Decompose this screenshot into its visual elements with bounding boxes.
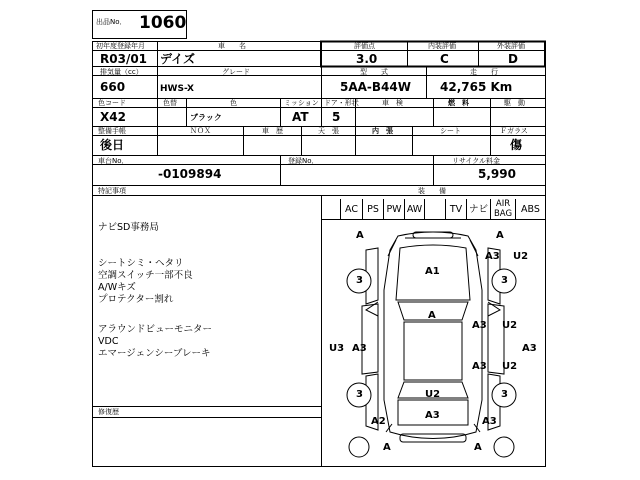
mark-fr-fender-a: A3 xyxy=(485,251,500,262)
fuel-label: 燃 料 xyxy=(448,99,469,107)
doors-label: ドア・形状 xyxy=(324,99,359,107)
equip-airbag: AIR BAG xyxy=(493,199,513,219)
shade-label: 色替 xyxy=(163,99,177,107)
manual-label: 整備手帳 xyxy=(98,127,126,135)
mark-trunk: U2 xyxy=(425,389,441,400)
doors-value: 5 xyxy=(332,110,341,124)
equip-aw: AW xyxy=(406,204,423,215)
mark-fr-fender-u: U2 xyxy=(513,251,529,262)
note-line-5: プロテクター割れ xyxy=(98,294,174,305)
mark-wheel-rr: 3 xyxy=(501,389,508,400)
name-label: 車 名 xyxy=(218,42,246,50)
grade-label: グレード xyxy=(222,68,250,76)
mark-rf-door-u: U2 xyxy=(502,320,518,331)
repair-label: 修復歴 xyxy=(98,408,119,416)
interior-value: C xyxy=(440,52,449,66)
spare-right xyxy=(494,437,514,457)
equip-ac: AC xyxy=(345,204,358,215)
mark-right-a: A3 xyxy=(522,343,537,354)
model-value: 5AA-B44W xyxy=(340,80,411,94)
note-line-6: アラウンドビューモニター xyxy=(98,324,213,335)
mark-roof: A xyxy=(428,310,436,321)
mark-left-u: U3 xyxy=(329,343,345,354)
spare-left xyxy=(349,437,369,457)
color-code-label: 色コード xyxy=(98,99,126,107)
mark-hood: A1 xyxy=(425,266,440,277)
category-label: 車 検 xyxy=(382,99,403,107)
color-code-value: X42 xyxy=(100,110,126,124)
score-label: 評価点 xyxy=(354,42,375,50)
exterior-label: 外装評価 xyxy=(497,42,525,50)
mission-label: ミッション xyxy=(284,99,319,107)
name-value: デイズ xyxy=(160,52,196,66)
drive-label: 駆 動 xyxy=(504,99,525,107)
reg-label: 初年度登録年月 xyxy=(96,42,145,50)
mission-value: AT xyxy=(292,110,309,124)
color-value: ブラック xyxy=(190,113,222,122)
mark-rear-right: A3 xyxy=(482,416,497,427)
interior-label: 内装評価 xyxy=(428,42,456,50)
history-label: 車 歴 xyxy=(262,127,283,135)
equip-abs: ABS xyxy=(521,204,540,215)
model-label: 型 式 xyxy=(360,68,388,76)
reg-value: R03/01 xyxy=(100,52,148,66)
equipment-label: 装 備 xyxy=(418,187,446,195)
glass-value: 傷 xyxy=(510,138,523,152)
interior2-label: 内 張 xyxy=(372,127,393,135)
mark-rr-door-a: A3 xyxy=(472,361,487,372)
mileage-value: 42,765 Km xyxy=(440,80,513,94)
recycle-label: リサイクル料金 xyxy=(452,157,501,165)
mark-front-left: A xyxy=(356,230,364,241)
disp-value: 660 xyxy=(100,80,126,94)
regno-label: 登録No． xyxy=(288,157,319,165)
mark-rear: A3 xyxy=(425,410,440,421)
equip-pw: PW xyxy=(386,204,402,215)
disp-label: 排気量（cc） xyxy=(100,68,143,76)
note-line-2: シートシミ・ヘタリ xyxy=(98,258,184,269)
mark-bumper-right: A xyxy=(474,442,482,453)
mark-front-right: A xyxy=(496,230,504,241)
seat-label: シート xyxy=(440,127,461,135)
mark-rear-left: A2 xyxy=(371,416,386,427)
mark-rf-door-a: A3 xyxy=(472,320,487,331)
note-line-1: ナビSD事務局 xyxy=(98,222,159,233)
mileage-label: 走 行 xyxy=(470,68,498,76)
lot-number: 1060 xyxy=(139,13,187,33)
roof-label: 天 張 xyxy=(318,127,339,135)
mark-wheel-fr: 3 xyxy=(501,275,508,286)
mark-rr-door-u: U2 xyxy=(502,361,518,372)
equip-navi: ナビ xyxy=(468,204,488,215)
glass-label: Ｆガラス xyxy=(500,127,528,135)
note-line-3: 空調スイッチ一部不良 xyxy=(98,270,193,281)
lot-label: 出品No． xyxy=(96,18,127,26)
mark-left-a: A3 xyxy=(352,343,367,354)
manual-value: 後日 xyxy=(100,138,125,152)
nox-label: ＮＯＸ xyxy=(190,127,211,135)
note-line-4: A/Wキズ xyxy=(98,282,136,293)
score-value: 3.0 xyxy=(356,52,378,66)
mark-wheel-rl: 3 xyxy=(356,389,363,400)
exterior-value: D xyxy=(508,52,518,66)
note-line-8: エマージェンシーブレーキ xyxy=(98,348,211,359)
equip-tv: TV xyxy=(449,204,463,215)
special-label: 特記事項 xyxy=(98,187,126,195)
mark-wheel-fl: 3 xyxy=(356,275,363,286)
grade-value: HWS-X xyxy=(160,84,194,94)
note-line-7: VDC xyxy=(98,336,119,347)
mark-bumper-left: A xyxy=(383,442,391,453)
color-label: 色 xyxy=(230,99,237,107)
recycle-value: 5,990 xyxy=(478,167,516,181)
chassis-value: -0109894 xyxy=(158,167,222,181)
chassis-label: 車台No． xyxy=(98,157,129,165)
equip-ps: PS xyxy=(367,204,379,215)
